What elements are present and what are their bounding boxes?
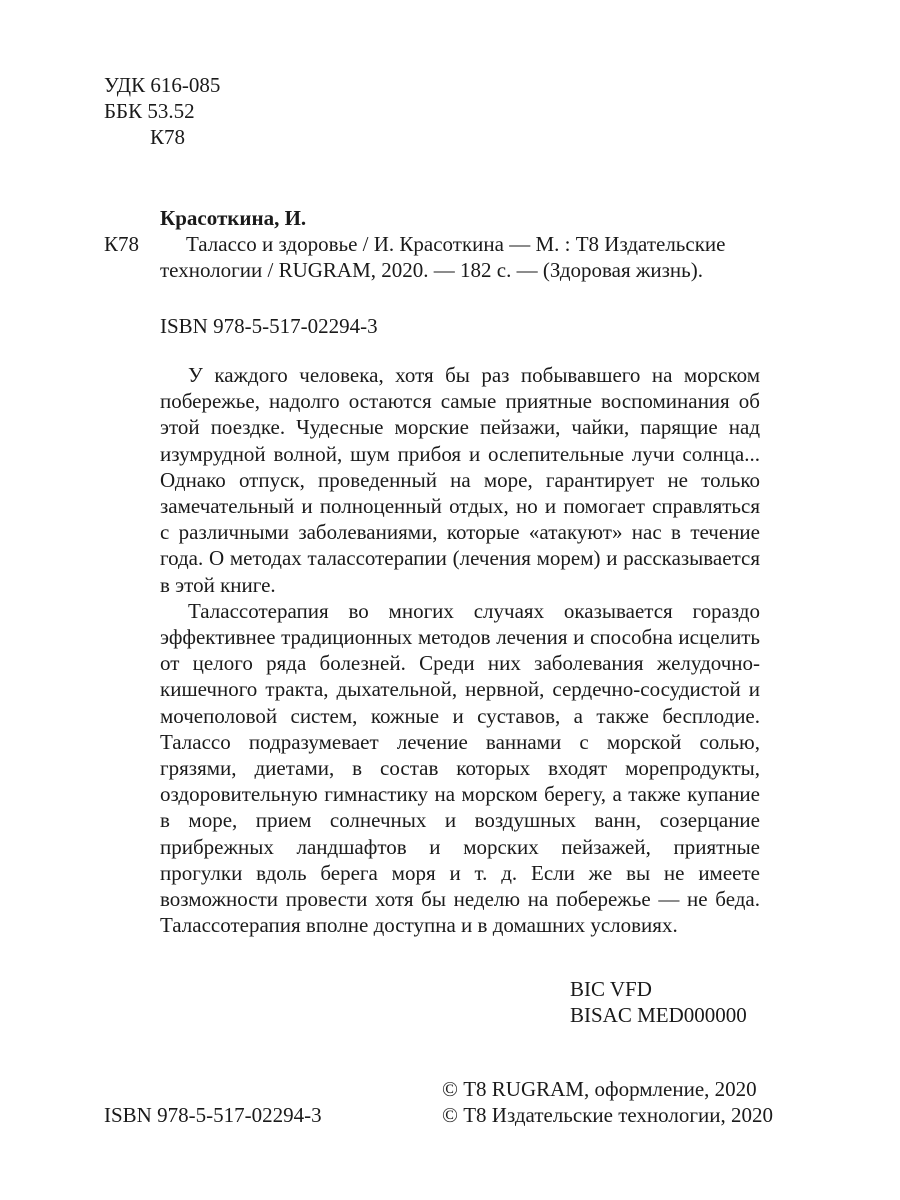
isbn: ISBN 978-5-517-02294-3	[160, 314, 378, 338]
author-heading: Красоткина, И.	[160, 206, 307, 230]
bbk-code: ББК 53.52	[104, 99, 195, 123]
abstract-paragraph: У каждого человека, хотя бы раз побывавшего на морском побережье, надолго остаются самые приятные воспоминания об этой поездке. Чудесные морские пейзажи, чайки, парящие над изумрудной волной, шум прибоя и ослепительные лучи солнца... Однако отпуск, проведенный на море, гарантирует не только замечательный и полноценный отдых, но и помогает справляться с различными заболеваниями, которые «атакуют» нас в течение года. О методах талассотерапии (лечения морем) и рассказывается в этой книге.	[160, 363, 760, 597]
author-mark-side: К78	[104, 232, 140, 256]
bibliographic-line-1: Талассо и здоровье / И. Красоткина — М. : Т8 Издательские	[186, 232, 726, 256]
bibliographic-line-2: технологии / RUGRAM, 2020. — 182 с. — (Здоровая жизнь).	[160, 258, 703, 282]
footer-isbn: ISBN 978-5-517-02294-3	[104, 1103, 322, 1127]
bisac-code: BISAC MED000000	[570, 1003, 747, 1027]
copyright-design: © Т8 RUGRAM, оформление, 2020	[442, 1077, 757, 1101]
abstract-paragraph: Талассотерапия во многих случаях оказывается гораздо эффективнее традиционных методов лечения и способна исцелить от целого ряда болезней. Среди них заболевания желудочно-кишечного тракта, дыхательной, нервной, сердечно-сосудистой и мочеполовой систем, кожные и суставов, а также бесплодие. Талассо подразумевает лечение ваннами с морской солью, грязями, диетами, в состав которых входят морепродукты, оздоровительную гимнастику на морском берегу, а также купание в море, прием солнечных и воздушных ванн, созерцание прибрежных ландшафтов и морских пейзажей, приятные прогулки вдоль берега моря и т. д. Если же вы не имеете возможности провести хотя бы неделю на побережье — не беда. Талассотерапия вполне доступна и в домашних условиях.	[160, 598, 760, 938]
abstract	[160, 362, 760, 938]
author-mark: К78	[150, 125, 186, 149]
udk-code: УДК 616-085	[104, 73, 221, 97]
copyright-publisher: © Т8 Издательские технологии, 2020	[442, 1103, 773, 1127]
bic-code: BIC VFD	[570, 977, 652, 1001]
